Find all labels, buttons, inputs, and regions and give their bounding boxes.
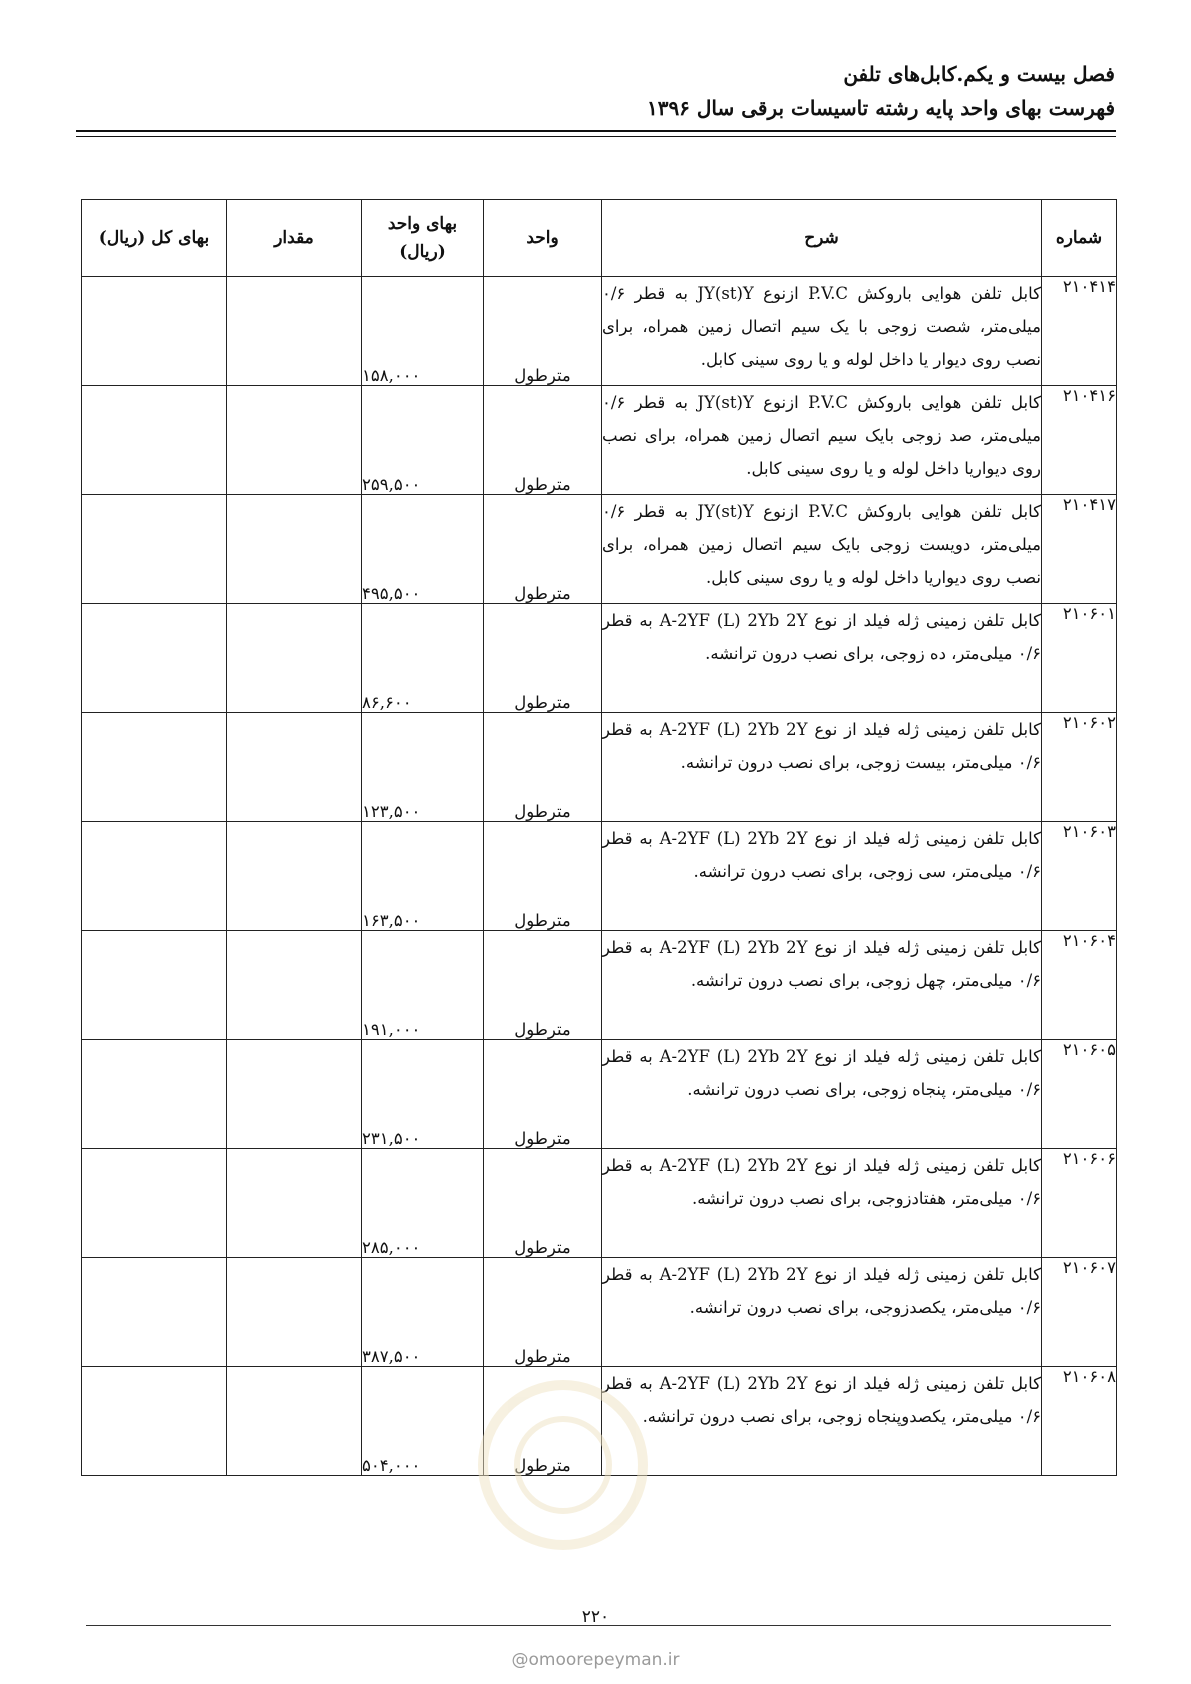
row-number: ۲۱۰۶۰۷ xyxy=(1042,1258,1117,1367)
row-number: ۲۱۰۶۰۲ xyxy=(1042,713,1117,822)
row-quantity xyxy=(227,1258,362,1367)
row-number: ۲۱۰۶۰۴ xyxy=(1042,931,1117,1040)
row-total-price xyxy=(82,931,227,1040)
row-unit: مترطول xyxy=(484,713,602,822)
row-number: ۲۱۰۴۱۷ xyxy=(1042,495,1117,604)
row-number: ۲۱۰۶۰۳ xyxy=(1042,822,1117,931)
row-number: ۲۱۰۶۰۱ xyxy=(1042,604,1117,713)
row-description xyxy=(602,1149,1042,1258)
table-row xyxy=(82,1258,1117,1367)
row-description-text: کابل تلفن زمینی ژله فیلد از نوع A-2YF (L) 2Yb 2Y به قطر ۰/۶ میلی‌متر، سی زوجی، برای نصب درون ترانشه. xyxy=(602,829,1041,881)
row-total-price xyxy=(82,277,227,386)
column-header-unit: واحد xyxy=(484,200,602,277)
row-description xyxy=(602,604,1042,713)
row-unit-price: ۳۸۷,۵۰۰ xyxy=(362,1258,484,1367)
row-unit-price: ۱۹۱,۰۰۰ xyxy=(362,931,484,1040)
row-unit: مترطول xyxy=(484,1040,602,1149)
table-row xyxy=(82,1040,1117,1149)
row-number: ۲۱۰۴۱۴ xyxy=(1042,277,1117,386)
header-thick-rule xyxy=(76,130,1116,132)
row-description-text: کابل تلفن هوایی باروکش P.V.C ازنوع JY(st)Y به قطر ۰/۶ میلی‌متر، دویست زوجی بایک سیم اتصال زمین همراه، برای نصب روی دیواریا داخل لوله و یا روی سینی کابل. xyxy=(602,502,1042,587)
row-total-price xyxy=(82,822,227,931)
footer-website: @omoorepeyman.ir xyxy=(511,1650,680,1670)
row-description-text: کابل تلفن زمینی ژله فیلد از نوع A-2YF (L) 2Yb 2Y به قطر ۰/۶ میلی‌متر، یکصدزوجی، برای نصب درون ترانشه. xyxy=(602,1265,1041,1317)
row-unit: مترطول xyxy=(484,604,602,713)
row-quantity xyxy=(227,495,362,604)
row-quantity xyxy=(227,713,362,822)
row-unit: مترطول xyxy=(484,495,602,604)
footer-rule xyxy=(86,1625,1111,1626)
row-unit: مترطول xyxy=(484,1367,602,1476)
row-description-text: کابل تلفن هوایی باروکش P.V.C ازنوع JY(st)Y به قطر ۰/۶ میلی‌متر، صد زوجی بایک سیم اتصال زمین همراه، برای نصب روی دیواریا داخل لوله و یا روی سینی کابل. xyxy=(602,393,1042,478)
row-total-price xyxy=(82,1367,227,1476)
row-number: ۲۱۰۴۱۶ xyxy=(1042,386,1117,495)
row-description-text: کابل تلفن زمینی ژله فیلد از نوع A-2YF (L) 2Yb 2Y به قطر ۰/۶ میلی‌متر، یکصدوپنجاه زوجی، برای نصب درون ترانشه. xyxy=(602,1374,1041,1426)
row-total-price xyxy=(82,604,227,713)
row-description-text: کابل تلفن هوایی باروکش P.V.C ازنوع JY(st)Y به قطر ۰/۶ میلی‌متر، شصت زوجی با یک سیم اتصال زمین همراه، برای نصب روی دیوار یا داخل لوله و یا روی سینی کابل. xyxy=(602,284,1042,369)
watermark-seal xyxy=(478,1380,648,1550)
unit-price-header-line2: (ریال) xyxy=(399,242,446,262)
column-header-description: شرح xyxy=(602,200,1042,277)
row-quantity xyxy=(227,277,362,386)
price-list-table xyxy=(81,199,1117,1476)
header-thin-rule xyxy=(76,136,1116,137)
row-unit-price: ۱۶۳,۵۰۰ xyxy=(362,822,484,931)
table-row xyxy=(82,604,1117,713)
row-total-price xyxy=(82,1149,227,1258)
row-unit: مترطول xyxy=(484,277,602,386)
row-description xyxy=(602,713,1042,822)
row-unit: مترطول xyxy=(484,931,602,1040)
row-description-text: کابل تلفن زمینی ژله فیلد از نوع A-2YF (L) 2Yb 2Y به قطر ۰/۶ میلی‌متر، بیست زوجی، برای نصب درون ترانشه. xyxy=(602,720,1041,772)
table-row xyxy=(82,277,1117,386)
row-total-price xyxy=(82,713,227,822)
column-header-number: شماره xyxy=(1042,200,1117,277)
row-description xyxy=(602,277,1042,386)
row-total-price xyxy=(82,1258,227,1367)
row-description xyxy=(602,822,1042,931)
row-unit-price: ۲۸۵,۰۰۰ xyxy=(362,1149,484,1258)
row-description xyxy=(602,1258,1042,1367)
row-number: ۲۱۰۶۰۶ xyxy=(1042,1149,1117,1258)
row-quantity xyxy=(227,386,362,495)
chapter-title: فصل بیست و یکم.کابل‌های تلفن xyxy=(843,62,1115,86)
row-unit-price: ۴۹۵,۵۰۰ xyxy=(362,495,484,604)
row-unit-price: ۸۶,۶۰۰ xyxy=(362,604,484,713)
unit-price-header-line1: بهای واحد xyxy=(387,214,458,234)
row-unit-price: ۲۳۱,۵۰۰ xyxy=(362,1040,484,1149)
row-description xyxy=(602,386,1042,495)
row-unit-price: ۵۰۴,۰۰۰ xyxy=(362,1367,484,1476)
row-number: ۲۱۰۶۰۸ xyxy=(1042,1367,1117,1476)
row-description-text: کابل تلفن زمینی ژله فیلد از نوع A-2YF (L) 2Yb 2Y به قطر ۰/۶ میلی‌متر، ده زوجی، برای نصب درون ترانشه. xyxy=(602,611,1041,663)
row-description xyxy=(602,1367,1042,1476)
column-header-unit-price xyxy=(362,200,484,277)
row-description xyxy=(602,1040,1042,1149)
row-unit: مترطول xyxy=(484,1149,602,1258)
row-quantity xyxy=(227,931,362,1040)
table-row xyxy=(82,495,1117,604)
row-quantity xyxy=(227,1149,362,1258)
row-unit: مترطول xyxy=(484,386,602,495)
column-header-total-price: بهای کل (ریال) xyxy=(82,200,227,277)
row-unit-price: ۱۵۸,۰۰۰ xyxy=(362,277,484,386)
row-quantity xyxy=(227,1367,362,1476)
row-total-price xyxy=(82,495,227,604)
table-header-row xyxy=(82,200,1117,277)
row-description xyxy=(602,931,1042,1040)
row-description-text: کابل تلفن زمینی ژله فیلد از نوع A-2YF (L) 2Yb 2Y به قطر ۰/۶ میلی‌متر، چهل زوجی، برای نصب درون ترانشه. xyxy=(602,938,1041,990)
row-quantity xyxy=(227,1040,362,1149)
row-number: ۲۱۰۶۰۵ xyxy=(1042,1040,1117,1149)
table-row xyxy=(82,822,1117,931)
row-description-text: کابل تلفن زمینی ژله فیلد از نوع A-2YF (L) 2Yb 2Y به قطر ۰/۶ میلی‌متر، هفتادزوجی، برای نصب درون ترانشه. xyxy=(602,1156,1041,1208)
row-description-text: کابل تلفن زمینی ژله فیلد از نوع A-2YF (L) 2Yb 2Y به قطر ۰/۶ میلی‌متر، پنجاه زوجی، برای نصب درون ترانشه. xyxy=(602,1047,1041,1099)
table-row xyxy=(82,931,1117,1040)
row-unit: مترطول xyxy=(484,1258,602,1367)
row-quantity xyxy=(227,604,362,713)
table-row xyxy=(82,386,1117,495)
row-unit-price: ۲۵۹,۵۰۰ xyxy=(362,386,484,495)
row-quantity xyxy=(227,822,362,931)
row-description xyxy=(602,495,1042,604)
column-header-quantity: مقدار xyxy=(227,200,362,277)
row-unit: مترطول xyxy=(484,822,602,931)
table-row xyxy=(82,1149,1117,1258)
table-row xyxy=(82,713,1117,822)
row-total-price xyxy=(82,1040,227,1149)
page-number: ۲۲۰ xyxy=(581,1607,610,1627)
document-subtitle: فهرست بهای واحد پایه رشته تاسیسات برقی سال ۱۳۹۶ xyxy=(646,96,1115,120)
row-total-price xyxy=(82,386,227,495)
row-unit-price: ۱۲۳,۵۰۰ xyxy=(362,713,484,822)
